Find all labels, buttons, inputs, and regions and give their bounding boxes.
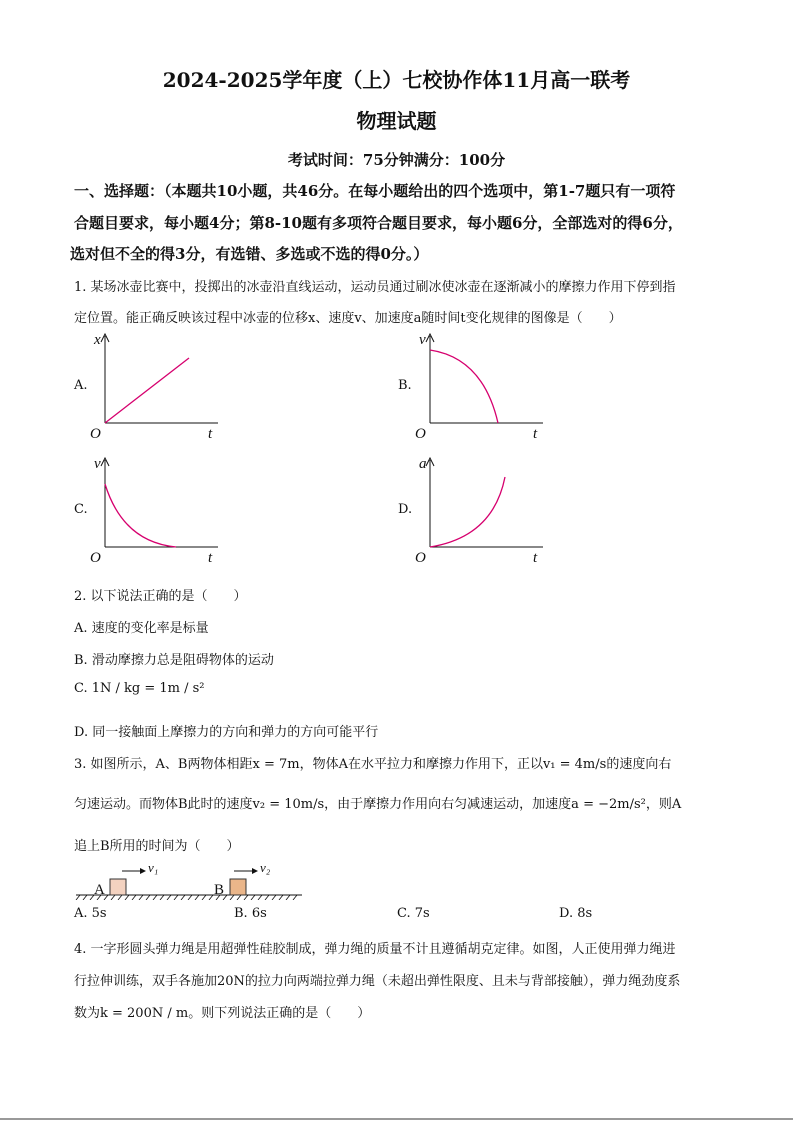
q4-stem: 数为k = 200N / m。则下列说法正确的是（ ） <box>74 1006 371 1021</box>
q1-graph-b <box>413 328 553 443</box>
graph-curve <box>430 350 498 423</box>
ground-hatching <box>76 895 297 900</box>
y-axis-label: v <box>419 332 426 348</box>
x-axis-label: t <box>533 550 538 566</box>
block-a-label: A <box>94 882 105 898</box>
q1-option-b-label: B. <box>398 378 412 393</box>
q1-option-c-label: C. <box>74 502 88 517</box>
q1-stem: 定位置。能正确反映该过程中冰壶的位移x、速度v、加速度a随时间t变化规律的图像是（ ） <box>74 311 622 326</box>
block-a <box>110 879 126 895</box>
exam-info: 考试时间：75分钟满分：100分 <box>287 151 506 169</box>
origin-label: O <box>90 550 101 566</box>
q4-stem: 行拉伸训练，双手各施加20N的拉力向两端拉弹力绳（未超出弹性限度、且未与背部接触），弹力绳劲度系 <box>74 974 681 989</box>
x-axis-label: t <box>208 550 213 566</box>
q1-option-d-label: D. <box>398 502 413 517</box>
section-instructions-line: 合题目要求，每小题4分；第8-10题有多项符合题目要求，每小题6分，全部选对的得6分， <box>74 214 683 232</box>
q3-option: B. 6s <box>234 906 267 921</box>
q2-option: D. 同一接触面上摩擦力的方向和弹力的方向可能平行 <box>74 725 379 740</box>
q2-option: A. 速度的变化率是标量 <box>74 621 209 636</box>
q2-option: B. 滑动摩擦力总是阻碍物体的运动 <box>74 653 274 668</box>
q3-diagram <box>74 858 304 900</box>
q3-option: C. 7s <box>397 906 430 921</box>
q4-stem: 4. 一字形圆头弹力绳是用超弹性硅胶制成，弹力绳的质量不计且遵循胡克定律。如图，人正使用弹力绳进 <box>74 942 676 957</box>
y-axis-label: a <box>419 456 427 472</box>
x-axis-label: t <box>533 426 538 442</box>
exam-title: 2024-2025学年度（上）七校协作体11月高一联考 <box>162 68 631 92</box>
graph-line <box>105 358 189 423</box>
x-axis-label: t <box>208 426 213 442</box>
origin-label: O <box>415 426 426 442</box>
origin-label: O <box>415 550 426 566</box>
q1-graph-a <box>88 328 228 443</box>
origin-label: O <box>90 426 101 442</box>
subject-title: 物理试题 <box>356 109 437 133</box>
y-axis-label: x <box>94 332 101 348</box>
page-bottom-border <box>0 1118 793 1120</box>
section-instructions-line: 选对但不全的得3分，有选错、多选或不选的得0分。） <box>70 245 429 263</box>
block-b <box>230 879 246 895</box>
section-instructions-line: 一、选择题：（本题共10小题，共46分。在每小题给出的四个选项中，第1-7题只有一项符 <box>74 182 676 200</box>
v2-label: v₂ <box>260 860 271 875</box>
q3-option: D. 8s <box>559 906 593 921</box>
q1-graph-d <box>413 452 553 567</box>
graph-curve <box>105 484 176 547</box>
q1-option-a-label: A. <box>74 378 88 393</box>
q3-stem: 追上B所用的时间为（ ） <box>74 839 240 854</box>
q1-stem: 1. 某场冰壶比赛中，投掷出的冰壶沿直线运动，运动员通过刷冰使冰壶在逐渐减小的摩擦力作用下停到指 <box>74 280 676 295</box>
q3-option: A. 5s <box>74 906 107 921</box>
v1-label: v₁ <box>148 860 159 875</box>
q3-stem: 匀速运动。而物体B此时的速度v₂ = 10m/s，由于摩擦力作用向右匀减速运动，加速度a = −2m/s²，则A <box>74 797 682 812</box>
block-b-label: B <box>214 882 225 898</box>
q2-option: C. 1N / kg = 1m / s² <box>74 681 205 696</box>
q3-stem: 3. 如图所示，A、B两物体相距x = 7m，物体A在水平拉力和摩擦力作用下，正以v₁ = 4m/s的速度向右 <box>74 757 672 772</box>
q1-graph-c <box>88 452 228 567</box>
y-axis-label: v <box>94 456 101 472</box>
graph-curve <box>430 477 505 547</box>
q2-stem: 2. 以下说法正确的是（ ） <box>74 589 247 604</box>
